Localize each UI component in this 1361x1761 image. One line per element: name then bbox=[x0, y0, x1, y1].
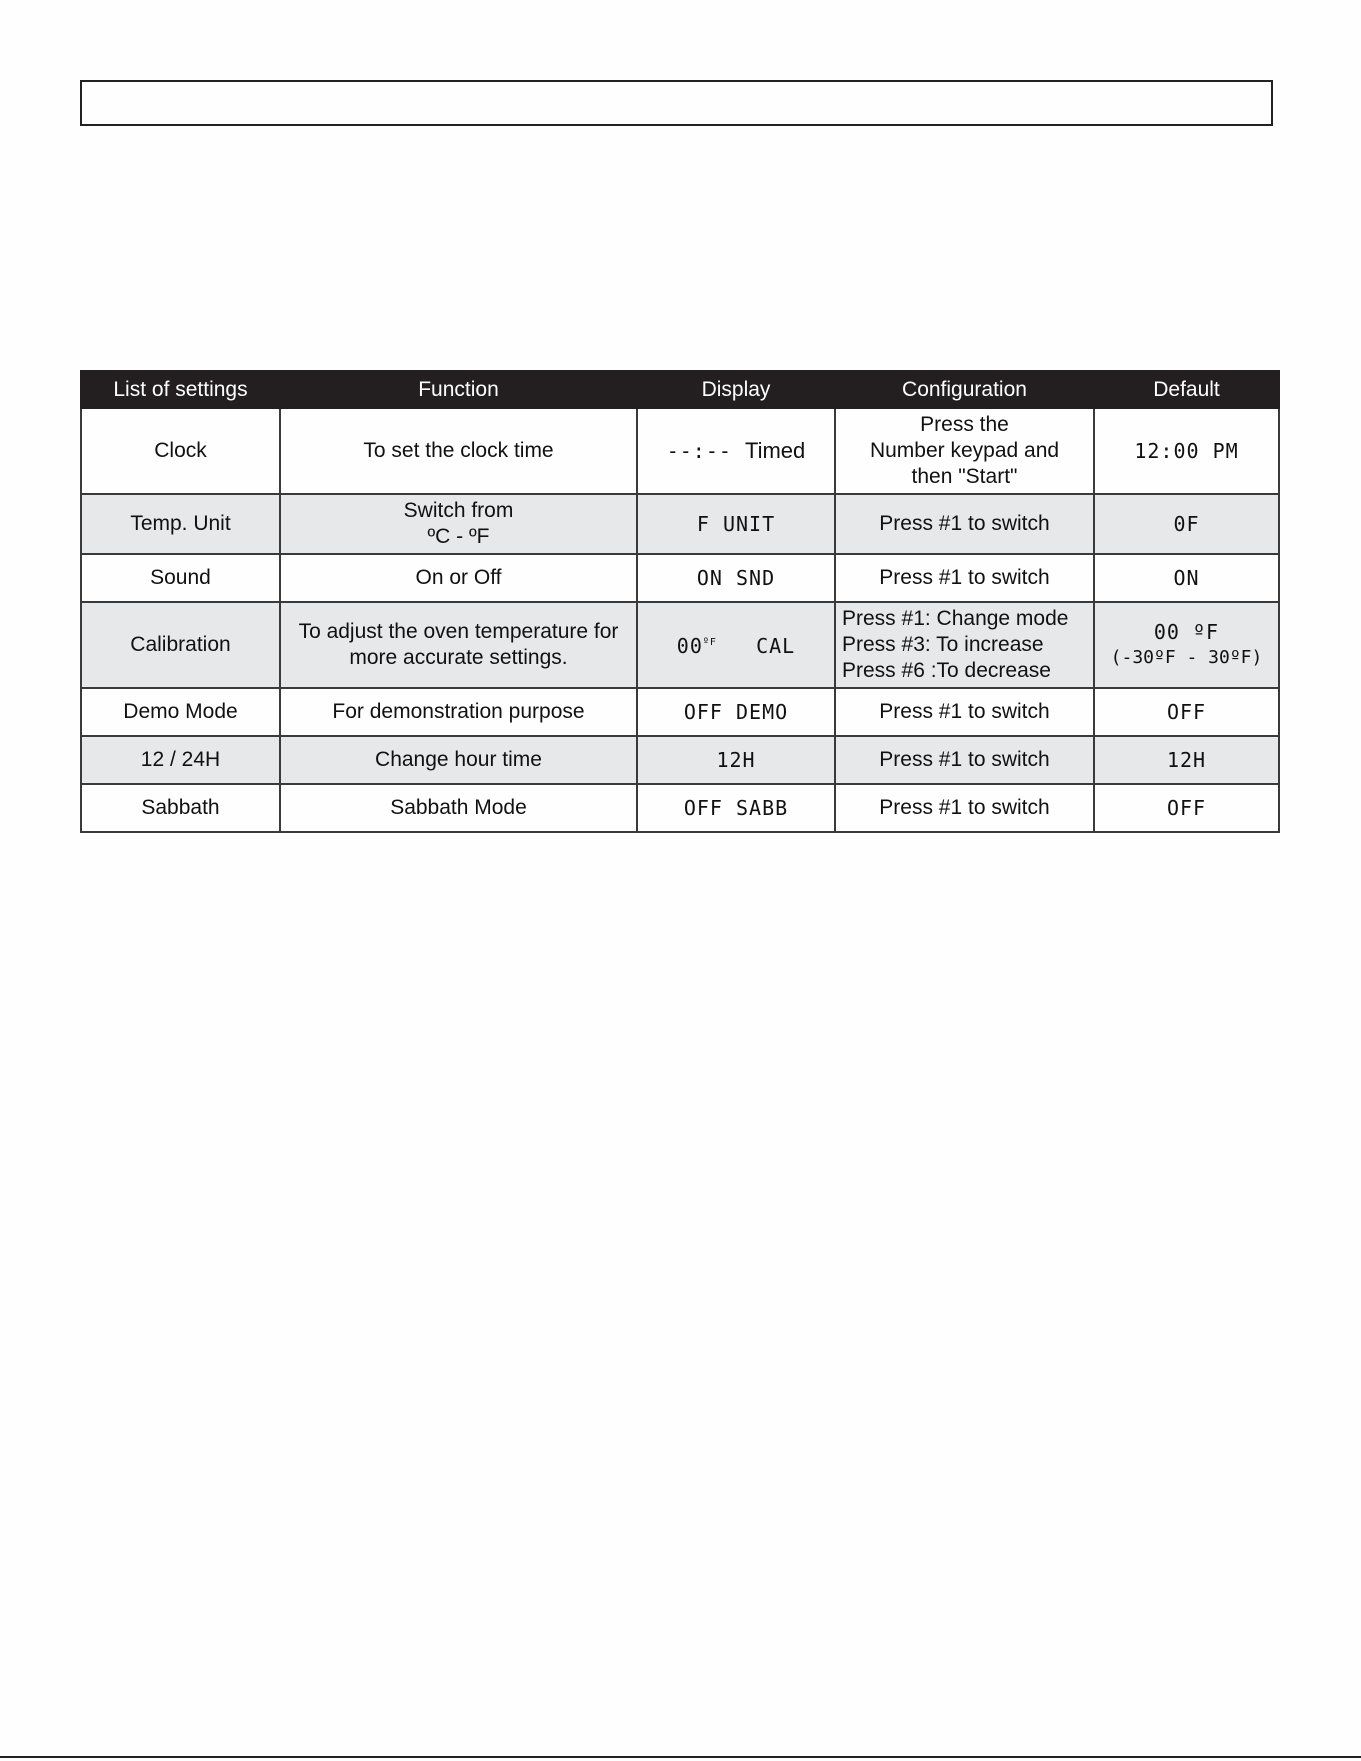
config-line: Number keypad and bbox=[869, 439, 1060, 462]
config-line: Press #3: To increase bbox=[842, 633, 1044, 656]
configuration-cell: Press #1 to switch bbox=[835, 554, 1094, 602]
config-line: Press #1: Change mode bbox=[842, 607, 1069, 630]
settings-table bbox=[80, 370, 1280, 833]
lcd-default-range: (-30ºF - 30ºF) bbox=[1110, 647, 1263, 668]
table-header-row bbox=[81, 371, 1279, 408]
configuration-cell: Press #1 to switch bbox=[835, 736, 1094, 784]
display-cell bbox=[637, 602, 835, 688]
configuration-cell: Press #1 to switch bbox=[835, 688, 1094, 736]
function-cell: Change hour time bbox=[280, 736, 637, 784]
function-line: To adjust the oven temperature for bbox=[298, 620, 619, 643]
setting-cell: Demo Mode bbox=[81, 688, 280, 736]
function-cell: On or Off bbox=[280, 554, 637, 602]
lcd-default: OFF bbox=[1166, 699, 1207, 724]
configuration-cell bbox=[835, 408, 1094, 494]
header-list-of-settings: List of settings bbox=[81, 371, 280, 408]
lcd-default: ON bbox=[1173, 565, 1200, 590]
default-cell bbox=[1094, 784, 1279, 832]
display-cell bbox=[637, 408, 835, 494]
setting-cell: Calibration bbox=[81, 602, 280, 688]
configuration-cell: Press #1 to switch bbox=[835, 494, 1094, 554]
function-cell: Sabbath Mode bbox=[280, 784, 637, 832]
table-row-hour-format bbox=[81, 736, 1279, 784]
lcd-value: 00 bbox=[676, 634, 703, 658]
setting-cell: Clock bbox=[81, 408, 280, 494]
lcd-display bbox=[667, 439, 806, 463]
lcd-display: 12H bbox=[716, 747, 756, 772]
configuration-cell: Press #1 to switch bbox=[835, 784, 1094, 832]
lcd-unit: ºF bbox=[702, 637, 717, 648]
lcd-default: 12H bbox=[1166, 747, 1207, 772]
function-cell bbox=[280, 602, 637, 688]
default-cell bbox=[1094, 408, 1279, 494]
table-row-clock bbox=[81, 408, 1279, 494]
lcd-default: 00 ºF bbox=[1153, 620, 1220, 644]
table-row-temp-unit bbox=[81, 494, 1279, 554]
function-line: ºC - ºF bbox=[427, 525, 490, 548]
header-display: Display bbox=[637, 371, 835, 408]
table-row-sound bbox=[81, 554, 1279, 602]
function-cell: For demonstration purpose bbox=[280, 688, 637, 736]
lcd-default: 0F bbox=[1173, 511, 1200, 536]
function-line: Switch from bbox=[403, 499, 514, 522]
lcd-label: CAL bbox=[756, 634, 796, 658]
lcd-default: OFF bbox=[1166, 795, 1207, 820]
function-line: more accurate settings. bbox=[349, 646, 568, 669]
title-box bbox=[80, 80, 1273, 126]
lcd-display: F UNIT bbox=[696, 511, 776, 536]
display-cell bbox=[637, 494, 835, 554]
setting-cell: Sabbath bbox=[81, 784, 280, 832]
header-configuration: Configuration bbox=[835, 371, 1094, 408]
config-line: Press #6 :To decrease bbox=[842, 659, 1051, 682]
default-cell bbox=[1094, 736, 1279, 784]
display-label: Timed bbox=[744, 437, 806, 463]
function-cell bbox=[280, 494, 637, 554]
lcd-display: OFF SABB bbox=[683, 795, 789, 820]
configuration-cell bbox=[835, 602, 1094, 688]
header-function: Function bbox=[280, 371, 637, 408]
table-row-sabbath bbox=[81, 784, 1279, 832]
lcd-display: OFF DEMO bbox=[683, 699, 789, 724]
setting-cell: Sound bbox=[81, 554, 280, 602]
lcd-display bbox=[677, 634, 795, 658]
config-line: Press the bbox=[920, 413, 1009, 436]
default-cell bbox=[1094, 602, 1279, 688]
function-cell: To set the clock time bbox=[280, 408, 637, 494]
display-cell bbox=[637, 736, 835, 784]
setting-cell: 12 / 24H bbox=[81, 736, 280, 784]
default-cell bbox=[1094, 494, 1279, 554]
table-row-demo-mode bbox=[81, 688, 1279, 736]
table-row-calibration bbox=[81, 602, 1279, 688]
display-cell bbox=[637, 784, 835, 832]
display-cell bbox=[637, 688, 835, 736]
page-bottom-divider bbox=[0, 1756, 1361, 1758]
setting-cell: Temp. Unit bbox=[81, 494, 280, 554]
default-cell bbox=[1094, 688, 1279, 736]
lcd-display: ON SND bbox=[696, 565, 776, 590]
header-default: Default bbox=[1094, 371, 1279, 408]
config-line: then "Start" bbox=[911, 465, 1018, 488]
display-cell bbox=[637, 554, 835, 602]
default-cell bbox=[1094, 554, 1279, 602]
lcd-default: 12:00 PM bbox=[1134, 438, 1239, 463]
lcd-text: --:-- bbox=[666, 438, 745, 463]
